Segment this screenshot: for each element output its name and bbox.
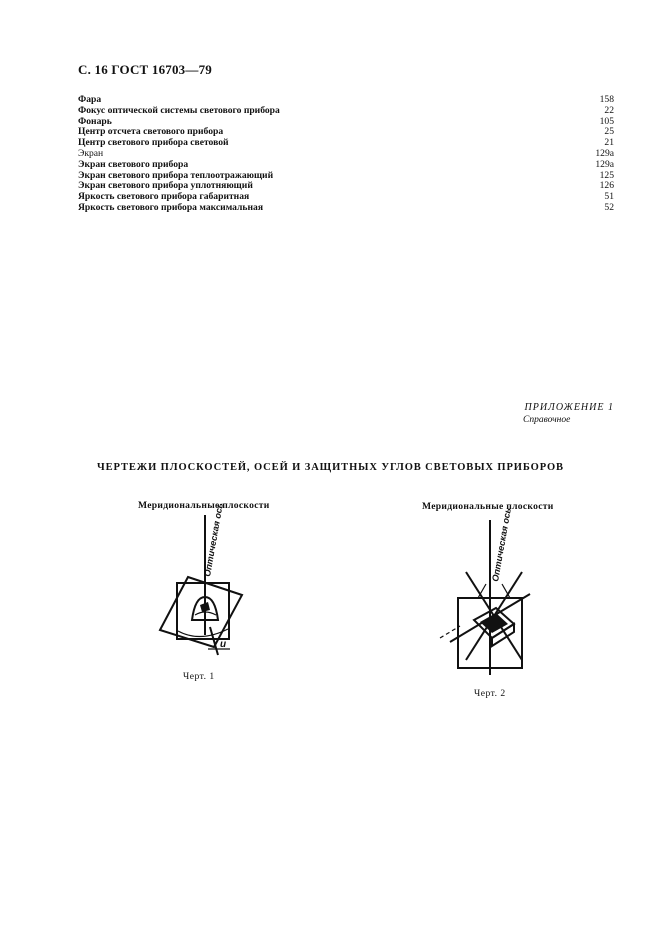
appendix-label: ПРИЛОЖЕНИЕ 1 [524,402,614,413]
figure-2-heading: Меридиональные плоскости [422,501,554,512]
index-term: Фонарь [78,115,112,127]
figure-2-drawing [440,507,550,680]
index-row [78,203,614,214]
index-term: Центр светового прибора световой [78,137,229,149]
index-page-number: 22 [604,104,614,116]
index-page-number: 129а [595,158,614,170]
index-term: Яркость светового прибора максимальная [78,201,264,213]
cone-mark [200,602,210,612]
index-term: Яркость светового прибора габаритная [78,191,250,203]
figure-2-caption: Черт. 2 [474,688,506,699]
appendix-subtitle: Справочное [523,415,571,425]
index-term: Центр отсчета светового прибора [78,126,224,138]
figure-1-caption: Черт. 1 [183,671,215,682]
axis-label: Оптическая ось [202,502,225,578]
index-page-number: 126 [599,180,614,192]
term-index [78,95,614,214]
index-term: Экран светового прибора уплотняющий [78,180,253,192]
figure-1-heading: Меридиональные плоскости [138,500,270,511]
index-page-number: 105 [599,115,614,127]
index-term: Экран [78,147,104,159]
page-header: С. 16 ГОСТ 16703—79 [78,62,212,77]
index-page-number: 52 [604,201,614,213]
mark-label: u [220,639,227,650]
index-term: Экран светового прибора теплоотражающий [78,169,274,181]
index-term: Экран светового прибора [78,158,189,170]
axis-label: Оптическая ось [490,507,513,583]
index-row [78,138,614,149]
index-term: Фара [78,94,102,105]
index-term: Фокус оптической системы светового прибора [78,104,280,116]
index-page-number: 125 [599,169,614,181]
section-title: ЧЕРТЕЖИ ПЛОСКОСТЕЙ, ОСЕЙ И ЗАЩИТНЫХ УГЛОВ СВЕТОВЫХ ПРИБОРОВ [97,462,564,473]
index-page-number: 21 [604,137,614,149]
index-page-number: 129а [595,147,614,159]
index-page-number: 51 [604,191,614,203]
index-row [78,160,614,171]
index-row [78,106,614,117]
index-page-number: 25 [604,126,614,138]
index-page-number: 158 [599,94,614,105]
